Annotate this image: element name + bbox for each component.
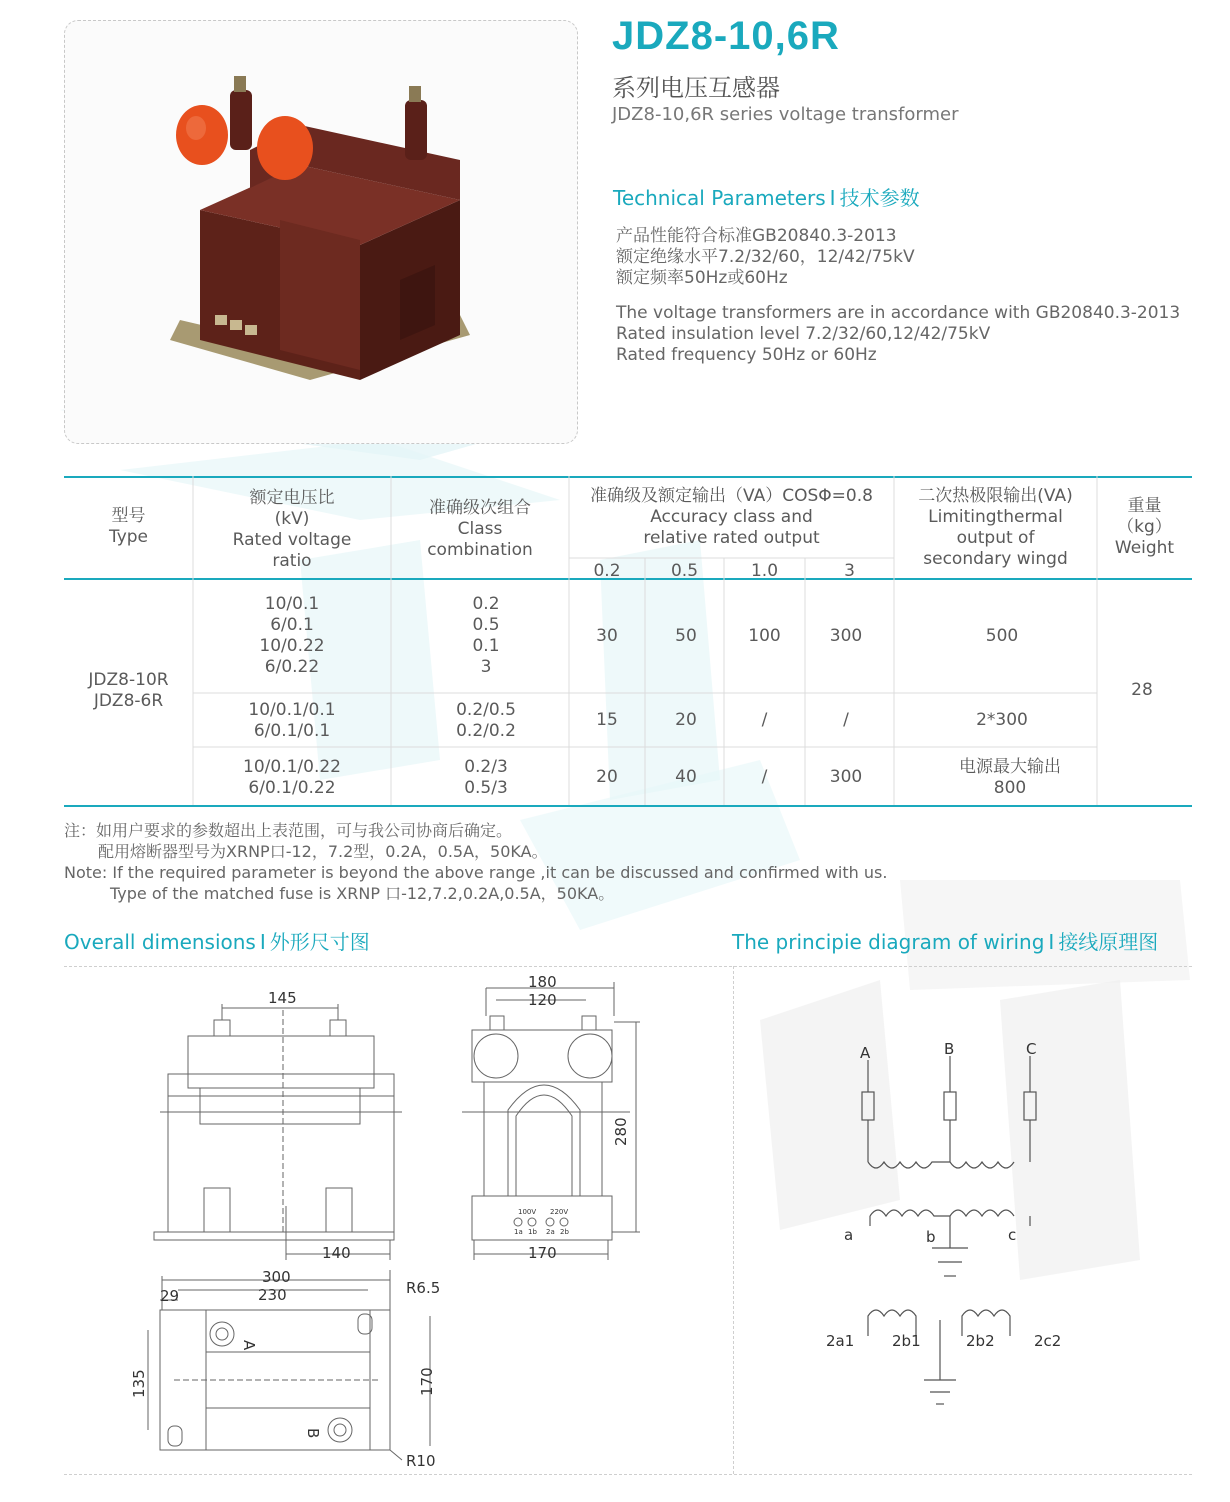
column-divider: [733, 966, 734, 1474]
wiring-label: 2c2: [1034, 1332, 1062, 1350]
tech-line: The voltage transformers are in accordance with GB20840.3-2013: [616, 303, 1181, 323]
terminal-label: 1b: [528, 1228, 537, 1236]
product-photo: [160, 70, 500, 390]
cell-text: 10/0.22: [259, 636, 325, 656]
cell-value: 30: [596, 626, 618, 646]
cell-text: 6/0.22: [264, 657, 320, 677]
cell-text: 6/0.1/0.22: [248, 778, 336, 798]
cell-value: 15: [596, 710, 618, 730]
terminal-label: 2b: [560, 1228, 569, 1236]
tech-line: 产品性能符合标准GB20840.3-2013: [616, 226, 897, 246]
wiring-label: C: [1026, 1040, 1037, 1058]
front-view: [154, 1004, 402, 1260]
cell-ratio: [193, 700, 391, 742]
cell-value: 40: [675, 767, 697, 787]
page-title: JDZ8-10,6R: [612, 14, 840, 58]
th-weight: [1097, 496, 1192, 559]
dim-label: 300: [262, 1268, 291, 1286]
cell-value: 20: [596, 767, 618, 787]
base-view: [148, 1270, 430, 1460]
wiring-heading: [732, 926, 1158, 955]
th-acc-10: 1.0: [750, 561, 779, 581]
wiring-label: b: [926, 1228, 936, 1246]
wiring-label: B: [944, 1040, 955, 1058]
wiring-diagram: [820, 1030, 1060, 1410]
wiring-label: 2a1: [826, 1332, 855, 1350]
wiring-heading-cn: 接线原理图: [1058, 930, 1159, 954]
section-divider: [64, 1474, 1192, 1475]
th-text: ratio: [272, 551, 312, 571]
note-line: 注：如用户要求的参数超出上表范围，可与我公司协商后确定。: [64, 821, 513, 840]
cell-limit: [894, 757, 1126, 799]
dim-label: 180: [528, 973, 557, 991]
th-text: Accuracy class and: [650, 507, 813, 527]
th-text: Class: [457, 519, 503, 539]
dim-label: 170: [418, 1367, 436, 1396]
note-line: 配用熔断器型号为XRNP口-12，7.2型，0.2A，0.5A，50KA。: [98, 842, 548, 861]
cell-text: 0.2/0.2: [456, 721, 516, 741]
cell-class: [391, 757, 581, 799]
cell-text: 0.1: [472, 636, 500, 656]
th-text: （kg）: [1117, 517, 1172, 537]
dim-label: R6.5: [406, 1279, 441, 1297]
subtitle-en: JDZ8-10,6R series voltage transformer: [612, 104, 959, 125]
th-acc-05: 0.5: [670, 561, 699, 581]
terminal-label: 1a: [514, 1228, 523, 1236]
tech-heading: [613, 182, 920, 211]
dim-label: 29: [160, 1287, 180, 1305]
cell-limit: 2*300: [976, 710, 1028, 730]
th-text: 二次热极限输出(VA): [918, 486, 1073, 506]
th-limit: [894, 486, 1097, 570]
tech-heading-en: Technical Parameters: [613, 186, 826, 210]
cell-class: [391, 594, 581, 678]
cell-value: 100: [748, 626, 781, 646]
th-text: 型号: [111, 506, 146, 526]
cell-ratio: [193, 594, 391, 678]
dim-label: 230: [258, 1286, 287, 1304]
dim-label: 135: [130, 1369, 148, 1398]
cell-text: 800: [993, 778, 1027, 798]
cell-text: 10/0.1/0.22: [243, 757, 341, 777]
th-accuracy: [569, 486, 894, 549]
wiring-label: a: [844, 1226, 854, 1244]
tech-heading-cn: 技术参数: [839, 186, 920, 210]
dim-label: 280: [612, 1117, 630, 1146]
th-text: Type: [108, 527, 149, 547]
th-text: secondary wingd: [923, 549, 1068, 569]
cell-value: 50: [675, 626, 697, 646]
th-text: combination: [427, 540, 533, 560]
tech-line: Rated insulation level 7.2/32/60,12/42/75kV: [616, 324, 991, 344]
wiring-heading-en: The principie diagram of wiring: [732, 930, 1045, 954]
th-acc-3: 3: [844, 561, 855, 581]
cell-text: 0.2: [472, 594, 500, 614]
th-text: 重量: [1127, 496, 1162, 516]
cell-value: 300: [829, 767, 863, 787]
th-text: relative rated output: [643, 528, 820, 548]
dim-label: 170: [528, 1244, 557, 1262]
th-text: 额定电压比: [249, 488, 335, 508]
notes: [64, 820, 887, 904]
cell-ratio: [193, 757, 391, 799]
th-ratio: [193, 488, 391, 572]
th-text: Weight: [1114, 538, 1175, 558]
wiring-label: 2b2: [966, 1332, 995, 1350]
cell-text: 0.2/0.5: [456, 700, 516, 720]
dim-label: R10: [406, 1452, 436, 1470]
note-line: Note: If the required parameter is beyond the above range ,it can be discussed and confirmed with us.: [64, 863, 888, 882]
terminal-label: 2a: [546, 1228, 555, 1236]
tech-line: 额定绝缘水平7.2/32/60，12/42/75kV: [616, 247, 915, 267]
tech-params-cn: [616, 226, 915, 289]
heading-separator: I: [829, 186, 836, 210]
dimensions-heading-en: Overall dimensions: [64, 930, 256, 954]
cell-weight: 28: [1131, 680, 1153, 700]
cell-model: [64, 670, 193, 712]
th-acc-02: 0.2: [593, 561, 621, 581]
heading-separator: I: [1048, 930, 1055, 954]
cell-text: 6/0.1/0.1: [253, 721, 331, 741]
cell-text: 0.2/3: [464, 757, 508, 777]
cell-limit: 500: [985, 626, 1019, 646]
th-text: Limitingthermal: [928, 507, 1063, 527]
th-type: [64, 506, 193, 548]
tech-line: Rated frequency 50Hz or 60Hz: [616, 345, 877, 365]
cell-text: 0.5: [472, 615, 500, 635]
wiring-label: A: [860, 1044, 871, 1062]
tech-line: 额定频率50Hz或60Hz: [616, 268, 788, 288]
dim-label: 145: [268, 989, 297, 1007]
th-text: 准确级及额定输出（VA）COSΦ=0.8: [590, 486, 873, 506]
cell-text: 6/0.1: [270, 615, 314, 635]
cell-text: 10/0.1/0.1: [248, 700, 336, 720]
dim-label: 120: [528, 991, 557, 1009]
wiring-label: c: [1008, 1226, 1017, 1244]
heading-separator: I: [259, 930, 266, 954]
dim-label: 140: [322, 1244, 351, 1262]
terminal-label: A: [240, 1340, 258, 1351]
cell-value: 20: [675, 710, 697, 730]
cell-value: /: [843, 710, 849, 730]
wiring-label: 2b1: [892, 1332, 921, 1350]
cell-text: 0.5/3: [464, 778, 508, 798]
th-text: 准确级次组合: [429, 498, 531, 518]
dimensions-drawing: [130, 970, 640, 1470]
th-text: (kV): [274, 509, 310, 529]
dimensions-heading-cn: 外形尺寸图: [269, 930, 370, 954]
terminal-label: 100V: [518, 1208, 537, 1216]
section-divider: [64, 966, 1192, 967]
cell-text: JDZ8-10R: [88, 670, 169, 690]
subtitle-cn: 系列电压互感器: [612, 74, 780, 102]
cell-value: 300: [829, 626, 863, 646]
cell-text: 10/0.1: [264, 594, 320, 614]
th-class: [391, 498, 569, 561]
cell-text: 电源最大输出: [959, 757, 1061, 777]
cell-value: /: [761, 767, 768, 787]
terminal-label: B: [304, 1428, 322, 1439]
cell-text: 3: [480, 657, 492, 677]
cell-text: JDZ8-6R: [93, 691, 164, 711]
tech-params-en: [616, 303, 1180, 366]
th-text: Rated voltage: [232, 530, 352, 550]
cell-class: [391, 700, 581, 742]
cell-value: /: [761, 710, 768, 730]
terminal-label: 220V: [550, 1208, 569, 1216]
note-line: Type of the matched fuse is XRNP 口-12,7.2,0.2A,0.5A，50KA。: [110, 884, 615, 903]
dimensions-heading: [64, 926, 370, 955]
th-text: output of: [956, 528, 1035, 548]
